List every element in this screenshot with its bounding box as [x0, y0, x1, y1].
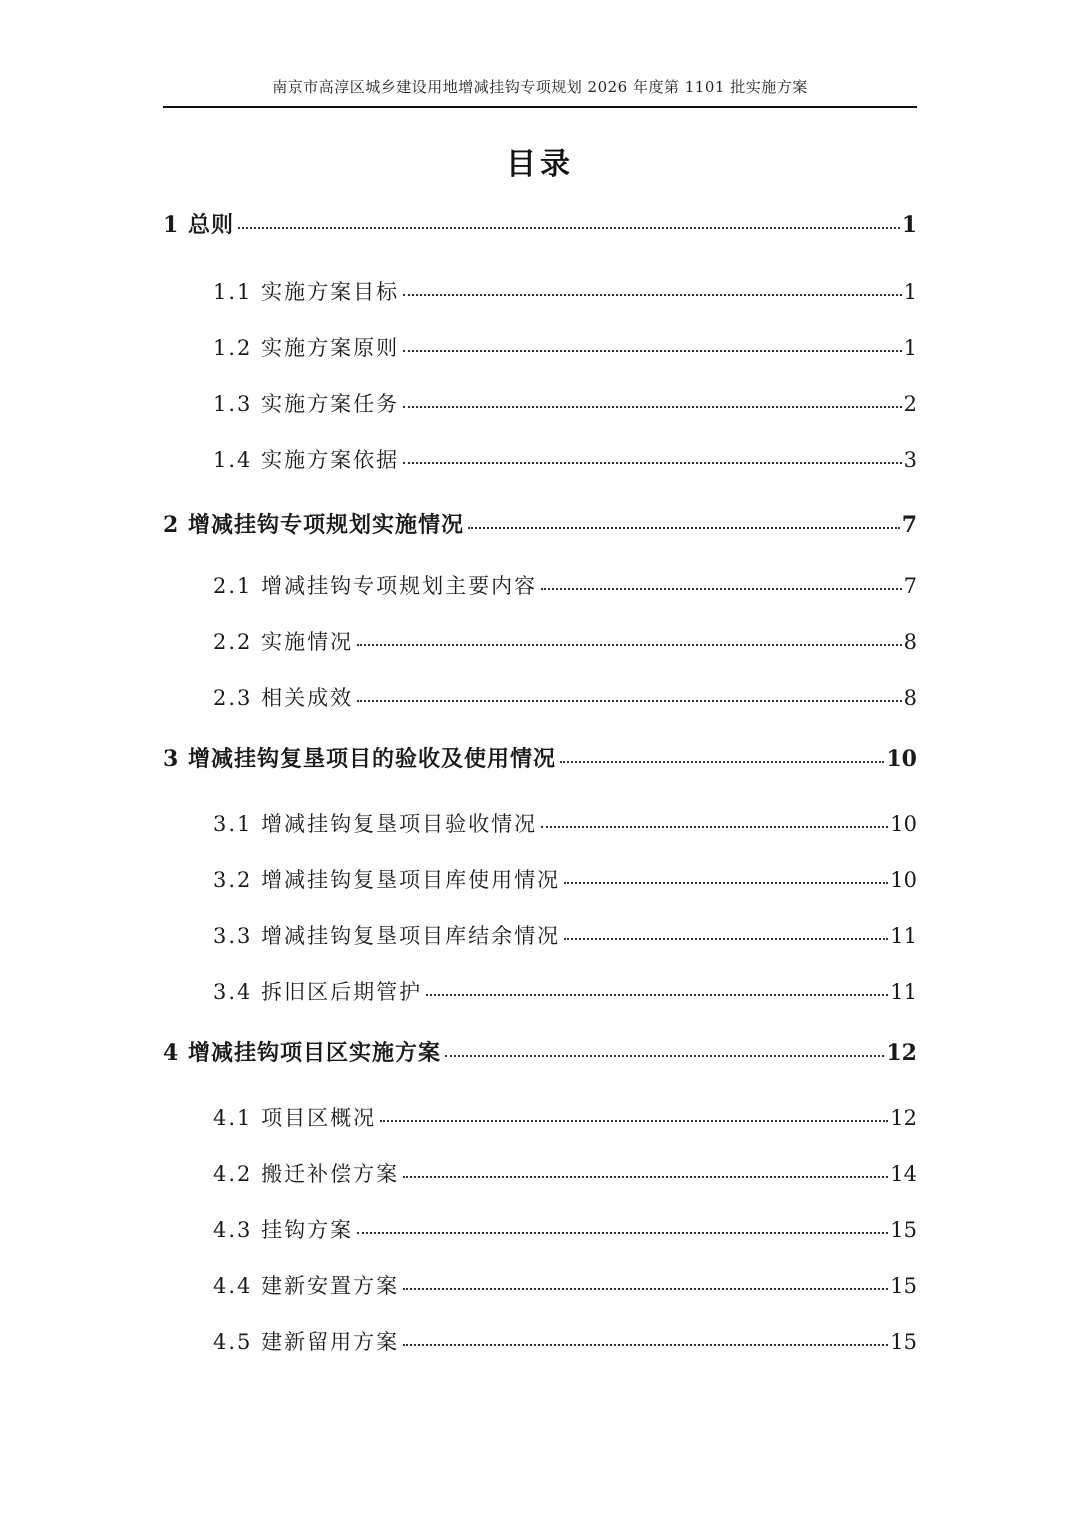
toc-entry-page-number: 15: [890, 1330, 917, 1354]
toc-entry-page-number: 15: [890, 1218, 917, 1242]
toc-dot-leader: [403, 294, 902, 296]
toc-dot-leader: [403, 350, 902, 352]
toc-dot-leader: [403, 1176, 888, 1178]
toc-entry-page-number: 1: [903, 280, 917, 304]
toc-entry-label: 4.2 搬迁补偿方案: [213, 1162, 400, 1186]
toc-dot-leader: [468, 527, 900, 529]
toc-entry-label: 3.2 增减挂钩复垦项目库使用情况: [213, 868, 561, 892]
toc-dot-leader: [357, 1232, 888, 1234]
toc-entry-label: 2 增减挂钩专项规划实施情况: [163, 512, 464, 538]
toc-section-entry[interactable]: [213, 920, 917, 956]
toc-entry-page-number: 7: [901, 512, 917, 538]
toc-entry-label: 4 增减挂钩项目区实施方案: [163, 1040, 441, 1066]
toc-entry-page-number: 3: [903, 448, 917, 472]
toc-dot-leader: [541, 588, 902, 590]
toc-entry-page-number: 10: [886, 746, 917, 772]
toc-chapter-entry[interactable]: [163, 508, 917, 544]
toc-section-entry[interactable]: [213, 388, 917, 424]
toc-entry-page-number: 12: [886, 1040, 917, 1066]
toc-entry-page-number: 1: [901, 212, 917, 238]
toc-entry-page-number: 10: [890, 868, 917, 892]
toc-dot-leader: [380, 1120, 888, 1122]
toc-dot-leader: [357, 644, 902, 646]
toc-entry-label: 4.3 挂钩方案: [213, 1218, 354, 1242]
toc-dot-leader: [357, 700, 902, 702]
toc-entry-page-number: 8: [903, 630, 917, 654]
toc-entry-page-number: 11: [890, 924, 917, 948]
toc-section-entry[interactable]: [213, 1102, 917, 1138]
toc-dot-leader: [403, 462, 902, 464]
toc-entry-label: 4.1 项目区概况: [213, 1106, 377, 1130]
toc-dot-leader: [564, 938, 888, 940]
toc-entry-page-number: 11: [890, 980, 917, 1004]
toc-entry-label: 3.4 拆旧区后期管护: [213, 980, 423, 1004]
toc-section-entry[interactable]: [213, 570, 917, 606]
toc-entry-label: 2.2 实施情况: [213, 630, 354, 654]
toc-section-entry[interactable]: [213, 1326, 917, 1362]
toc-entry-label: 1 总则: [163, 212, 234, 238]
toc-section-entry[interactable]: [213, 1270, 917, 1306]
toc-section-entry[interactable]: [213, 808, 917, 844]
toc-chapter-entry[interactable]: [163, 1036, 917, 1072]
toc-entry-label: 1.4 实施方案依据: [213, 448, 400, 472]
toc-section-entry[interactable]: [213, 1158, 917, 1194]
toc-chapter-entry[interactable]: [163, 742, 917, 778]
toc-entry-label: 1.1 实施方案目标: [213, 280, 400, 304]
toc-section-entry[interactable]: [213, 332, 917, 368]
toc-entry-page-number: 1: [903, 336, 917, 360]
toc-entry-page-number: 14: [890, 1162, 917, 1186]
toc-dot-leader: [238, 227, 900, 229]
toc-entry-label: 2.1 增减挂钩专项规划主要内容: [213, 574, 538, 598]
toc-section-entry[interactable]: [213, 682, 917, 718]
running-header: 南京市高淳区城乡建设用地增减挂钩专项规划 2026 年度第 1101 批实施方案: [272, 78, 808, 96]
toc-chapter-entry[interactable]: [163, 208, 917, 244]
toc-dot-leader: [403, 1344, 888, 1346]
toc-entry-page-number: 7: [903, 574, 917, 598]
toc-entry-label: 4.4 建新安置方案: [213, 1274, 400, 1298]
toc-entry-label: 1.3 实施方案任务: [213, 392, 400, 416]
toc-entry-label: 2.3 相关成效: [213, 686, 354, 710]
toc-section-entry[interactable]: [213, 626, 917, 662]
toc-entry-label: 4.5 建新留用方案: [213, 1330, 400, 1354]
header-rule: [163, 106, 917, 108]
toc-dot-leader: [564, 882, 888, 884]
toc-section-entry[interactable]: [213, 976, 917, 1012]
toc-dot-leader: [403, 406, 902, 408]
toc-entry-page-number: 12: [890, 1106, 917, 1130]
toc-dot-leader: [541, 826, 888, 828]
toc-entry-label: 3 增减挂钩复垦项目的验收及使用情况: [163, 746, 556, 772]
toc-dot-leader: [560, 761, 884, 763]
toc-section-entry[interactable]: [213, 276, 917, 312]
toc-section-entry[interactable]: [213, 1214, 917, 1250]
toc-title: 目录: [506, 147, 574, 182]
toc-entry-label: 1.2 实施方案原则: [213, 336, 400, 360]
toc-section-entry[interactable]: [213, 864, 917, 900]
toc-entry-page-number: 10: [890, 812, 917, 836]
toc-dot-leader: [426, 994, 888, 996]
toc-dot-leader: [445, 1055, 884, 1057]
toc-entry-page-number: 8: [903, 686, 917, 710]
toc-dot-leader: [403, 1288, 888, 1290]
toc-entry-label: 3.3 增减挂钩复垦项目库结余情况: [213, 924, 561, 948]
toc-entry-label: 3.1 增减挂钩复垦项目验收情况: [213, 812, 538, 836]
toc-entry-page-number: 15: [890, 1274, 917, 1298]
toc-entry-page-number: 2: [903, 392, 917, 416]
toc-section-entry[interactable]: [213, 444, 917, 480]
